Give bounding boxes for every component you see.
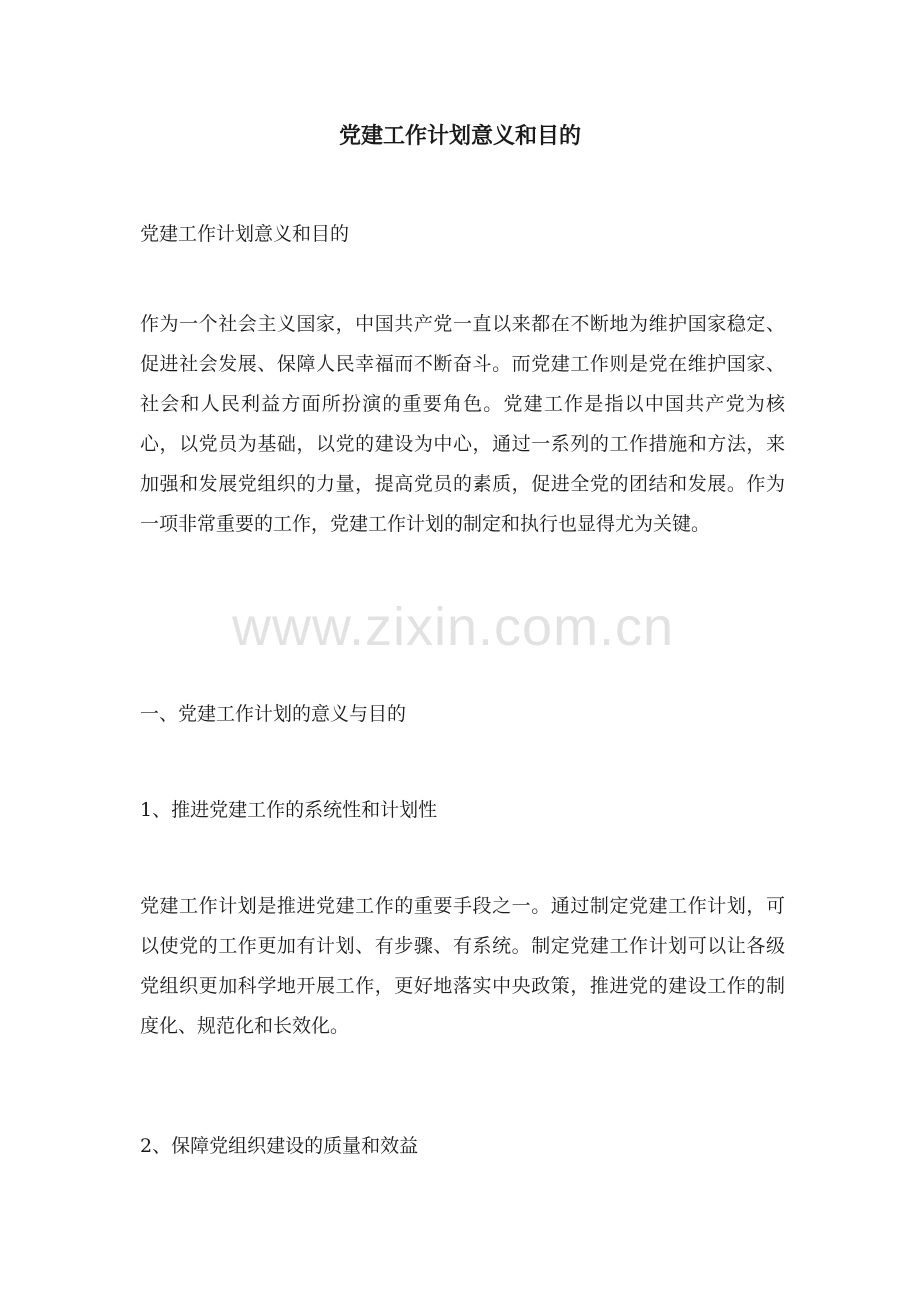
item1-paragraph: 党建工作计划是推进党建工作的重要手段之一。通过制定党建工作计划，可以使党的工作更加有计划、有步骤、有系统。制定党建工作计划可以让各级党组织更加科学地开展工作，更好地落实中央政策，推进党的建设工作的制度化、规范化和长效化。: [140, 895, 785, 1037]
section-heading: 一、党建工作计划的意义与目的: [140, 703, 407, 725]
watermark: www.zixin.com.cn: [232, 597, 675, 657]
intro-paragraph: 作为一个社会主义国家，中国共产党一直以来都在不断地为维护国家稳定、促进社会发展、保障人民幸福而不断奋斗。而党建工作则是党在维护国家、社会和人民利益方面所扮演的重要角色。党建工作是指以中国共产党为核心，以党员为基础，以党的建设为中心，通过一系列的工作措施和方法，来加强和发展党组织的力量，提高党员的素质，促进全党的团结和发展。作为一项非常重要的工作，党建工作计划的制定和执行也显得尤为关键。: [140, 313, 785, 535]
document-title: 党建工作计划意义和目的: [338, 123, 581, 149]
item1-heading: 1、推进党建工作的系统性和计划性: [140, 799, 438, 821]
item2-heading: 2、保障党组织建设的质量和效益: [140, 1135, 419, 1157]
document-subtitle: 党建工作计划意义和目的: [140, 223, 350, 245]
